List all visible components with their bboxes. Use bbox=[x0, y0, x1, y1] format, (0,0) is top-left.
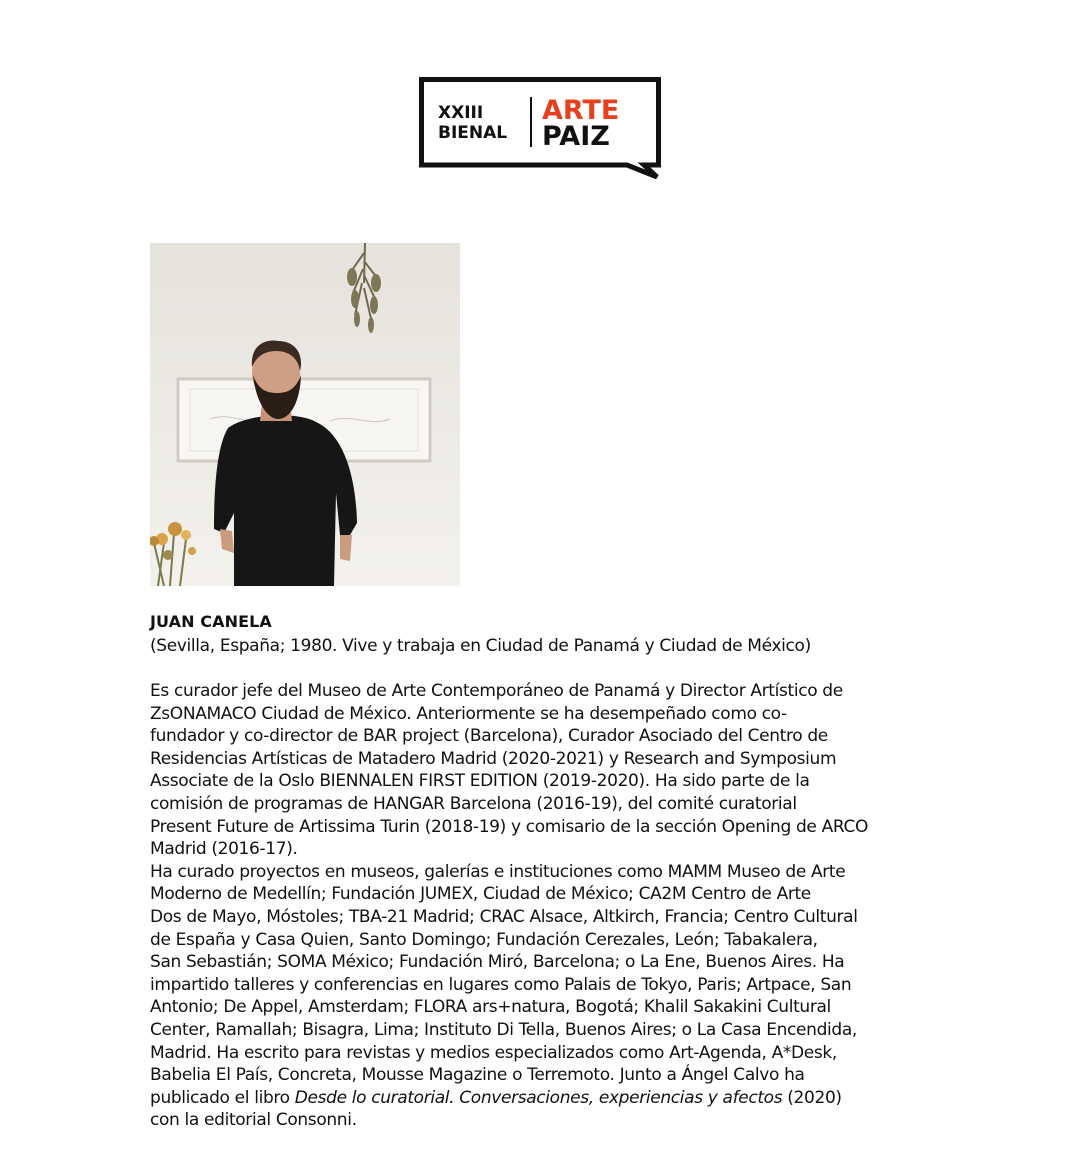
book-year: (2020) bbox=[782, 1087, 842, 1108]
logo-edition: XXIII bbox=[438, 103, 484, 123]
bio-line: Present Future de Artissima Turin (2018-19) y comisario de la sección Opening de ARCO bbox=[150, 816, 869, 837]
bio-line: fundador y co-director de BAR project (Barcelona), Curador Asociado del Centro de bbox=[150, 726, 828, 747]
bio-line: Babelia El País, Concreta, Mousse Magazine o Terremoto. Junto a Ángel Calvo ha bbox=[150, 1065, 805, 1086]
biography bbox=[150, 680, 940, 1132]
bienal-arte-paiz-logo bbox=[419, 77, 661, 179]
book-title: Desde lo curatorial. Conversaciones, experiencias y afectos bbox=[294, 1087, 783, 1108]
bio-line: Antonio; De Appel, Amsterdam; FLORA ars+natura, Bogotá; Khalil Sakakini Cultural bbox=[150, 997, 831, 1018]
bio-line-book bbox=[150, 1087, 940, 1110]
bio-line: comisión de programas de HANGAR Barcelona (2016-19), del comité curatorial bbox=[150, 793, 797, 814]
bio-line: Residencias Artísticas de Matadero Madrid (2020-2021) y Research and Symposium bbox=[150, 748, 837, 769]
bio-line: Center, Ramallah; Bisagra, Lima; Instituto Di Tella, Buenos Aires; o La Casa Encendida, bbox=[150, 1019, 857, 1040]
logo-brand-line2: PAIZ bbox=[542, 121, 610, 152]
person-origin: (Sevilla, España; 1980. Vive y trabaja en Ciudad de Panamá y Ciudad de México) bbox=[150, 636, 811, 656]
bio-line: Madrid. Ha escrito para revistas y medios especializados como Art-Agenda, A*Desk, bbox=[150, 1042, 837, 1063]
bio-line: San Sebastián; SOMA México; Fundación Miró, Barcelona; o La Ene, Buenos Aires. Ha bbox=[150, 952, 845, 973]
bio-line: impartido talleres y conferencias en lugares como Palais de Tokyo, Paris; Artpace, San bbox=[150, 974, 852, 995]
logo-label: BIENAL bbox=[438, 123, 508, 143]
bio-line: Es curador jefe del Museo de Arte Contemporáneo de Panamá y Director Artístico de bbox=[150, 681, 843, 701]
bio-line: Dos de Mayo, Móstoles; TBA-21 Madrid; CRAC Alsace, Altkirch, Francia; Centro Cultural bbox=[150, 906, 858, 927]
logo-frame bbox=[419, 77, 661, 179]
bio-line: de España y Casa Quien, Santo Domingo; Fundación Cerezales, León; Tabakalera, bbox=[150, 929, 818, 950]
bio-line: ZsONAMACO Ciudad de México. Anteriormente se ha desempeñado como co- bbox=[150, 703, 787, 724]
portrait-photo bbox=[150, 243, 460, 586]
bio-line: Moderno de Medellín; Fundación JUMEX, Ciudad de México; CA2M Centro de Arte bbox=[150, 884, 811, 905]
bio-line: con la editorial Consonni. bbox=[150, 1110, 357, 1131]
bio-line: Associate de la Oslo BIENNALEN FIRST EDITION (2019-2020). Ha sido parte de la bbox=[150, 771, 810, 792]
bio-line: Ha curado proyectos en museos, galerías e instituciones como MAMM Museo de Arte bbox=[150, 861, 846, 882]
book-prefix: publicado el libro bbox=[150, 1087, 295, 1108]
bio-line: Madrid (2016-17). bbox=[150, 839, 298, 860]
logo-brand-line1: ARTE bbox=[542, 95, 620, 126]
person-name: JUAN CANELA bbox=[150, 612, 272, 631]
